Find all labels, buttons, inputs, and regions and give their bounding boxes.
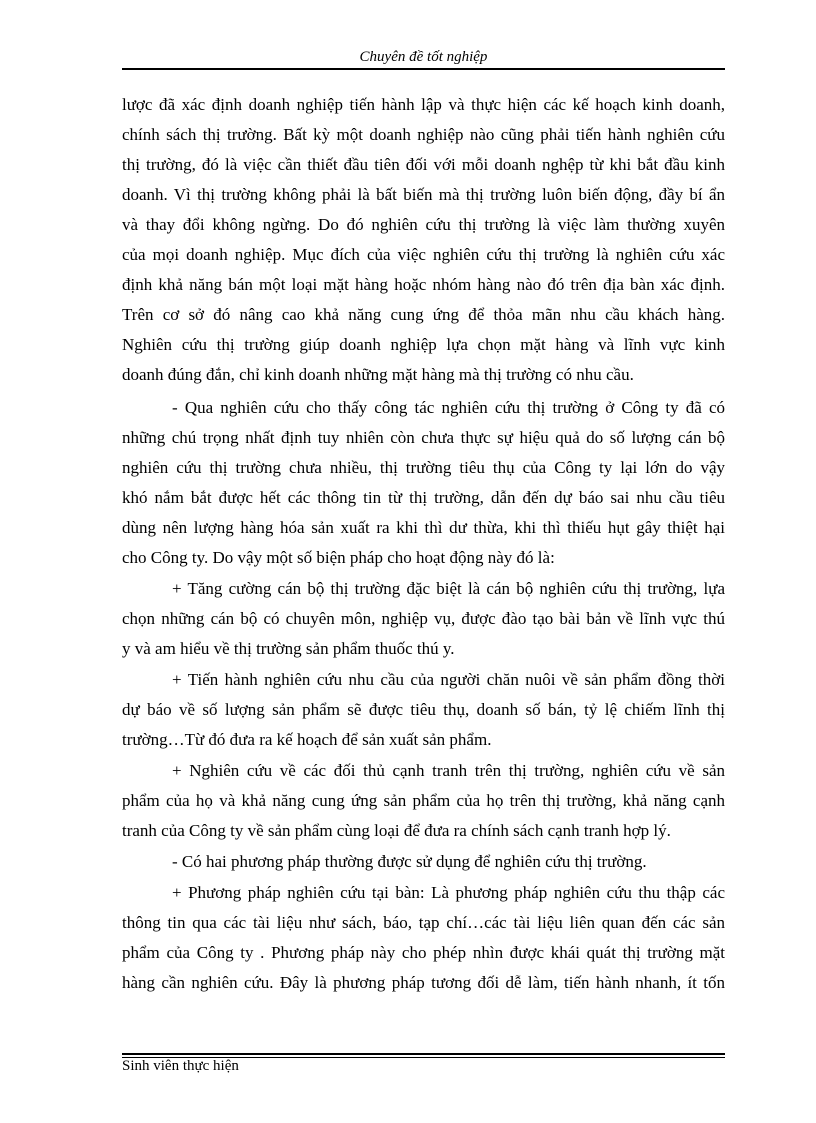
text-line: thông tin qua các tài liệu như sách, báo, tạp chí…các tài liệu liên quan đến các sản — [122, 913, 725, 932]
text-line: khó nắm bắt được hết các thông tin từ thị trường, dẫn đến dự báo sai nhu cầu tiêu — [122, 488, 725, 507]
text-line: y và am hiểu về thị trường sản phẩm thuốc thú y. — [122, 639, 455, 658]
text-line: Trên cơ sở đó nâng cao khả năng cung ứng để thỏa mãn nhu cầu khách hàng. — [122, 305, 725, 324]
page-footer-text: Sinh viên thực hiện — [122, 1058, 239, 1074]
text-line: tranh của Công ty về sản phẩm cùng loại để đưa ra chính sách cạnh tranh hợp lý. — [122, 821, 671, 840]
text-line: + Tăng cường cán bộ thị trường đặc biệt là cán bộ nghiên cứu thị trường, lựa — [172, 579, 725, 598]
text-line: chính sách thị trường. Bất kỳ một doanh nghiệp nào cũng phải tiến hành nghiên cứu — [122, 125, 725, 144]
text-line: của mọi doanh nghiệp. Mục đích của việc nghiên cứu thị trường là nghiên cứu xác — [122, 245, 725, 264]
text-line: phẩm của Công ty . Phương pháp này cho phép nhìn được khái quát thị trường mặt — [122, 943, 725, 962]
text-line: những chú trọng nhất định tuy nhiên còn chưa thực sự hiệu quả do số lượng cán bộ — [122, 428, 725, 447]
page-header-title: Chuyên đề tốt nghiệp — [359, 49, 488, 65]
text-line: + Phương pháp nghiên cứu tại bàn: Là phương pháp nghiên cứu thu thập các — [172, 883, 725, 902]
text-line: và thay đổi không ngừng. Do đó nghiên cứu thị trường là việc làm thường xuyên — [122, 215, 725, 234]
text-line: nghiên cứu thị trường chưa nhiều, thị trường tiêu thụ của Công ty lại lớn do vậy — [122, 458, 725, 477]
text-line: doanh. Vì thị trường không phải là bất biến mà thị trường luôn biến động, đầy bí ẩn — [122, 185, 725, 204]
text-line: cho Công ty. Do vậy một số biện pháp cho hoạt động này đó là: — [122, 548, 555, 567]
text-line: hàng cần nghiên cứu. Đây là phương pháp tương đối dễ làm, tiến hành nhanh, ít tốn — [122, 973, 725, 992]
text-line: chọn những cán bộ có chuyên môn, nghiệp vụ, được đào tạo bài bản về lĩnh vực thú — [122, 609, 725, 628]
text-line: thị trường, đó là việc cần thiết đầu tiên đối với mỗi doanh nghệp từ khi bắt đầu kinh — [122, 155, 725, 174]
text-line: - Qua nghiên cứu cho thấy công tác nghiên cứu thị trường ở Công ty đã có — [172, 398, 725, 417]
text-line: trường…Từ đó đưa ra kế hoạch để sản xuất sản phẩm. — [122, 730, 492, 749]
text-line: doanh đúng đắn, chỉ kinh doanh những mặt hàng mà thị trường có nhu cầu. — [122, 365, 634, 384]
text-line: dự báo về số lượng sản phẩm sẽ được tiêu thụ, doanh số bán, tỷ lệ chiếm lĩnh thị — [122, 700, 725, 719]
text-line: + Tiến hành nghiên cứu nhu cầu của người chăn nuôi về sản phẩm đồng thời — [172, 670, 725, 689]
text-line: - Có hai phương pháp thường được sử dụng để nghiên cứu thị trường. — [172, 852, 647, 871]
text-line: dùng nên lượng hàng hóa sản xuất ra khi thì dư thừa, khi thì thiếu hụt gây thiệt hại — [122, 518, 725, 537]
text-line: + Nghiên cứu về các đối thủ cạnh tranh trên thị trường, nghiên cứu về sản — [172, 761, 725, 780]
text-line: lược đã xác định doanh nghiệp tiến hành lập và thực hiện các kế hoạch kinh doanh, — [122, 95, 725, 114]
header-divider — [122, 68, 725, 70]
text-line: định khả năng bán một loại mặt hàng hoặc nhóm hàng nào đó trên địa bàn xác định. — [122, 275, 725, 294]
text-line: Nghiên cứu thị trường giúp doanh nghiệp lựa chọn mặt hàng và lĩnh vực kinh — [122, 335, 725, 354]
text-line: phẩm của họ và khả năng cung ứng sản phẩm của họ trên thị trường, khả năng cạnh — [122, 791, 725, 810]
